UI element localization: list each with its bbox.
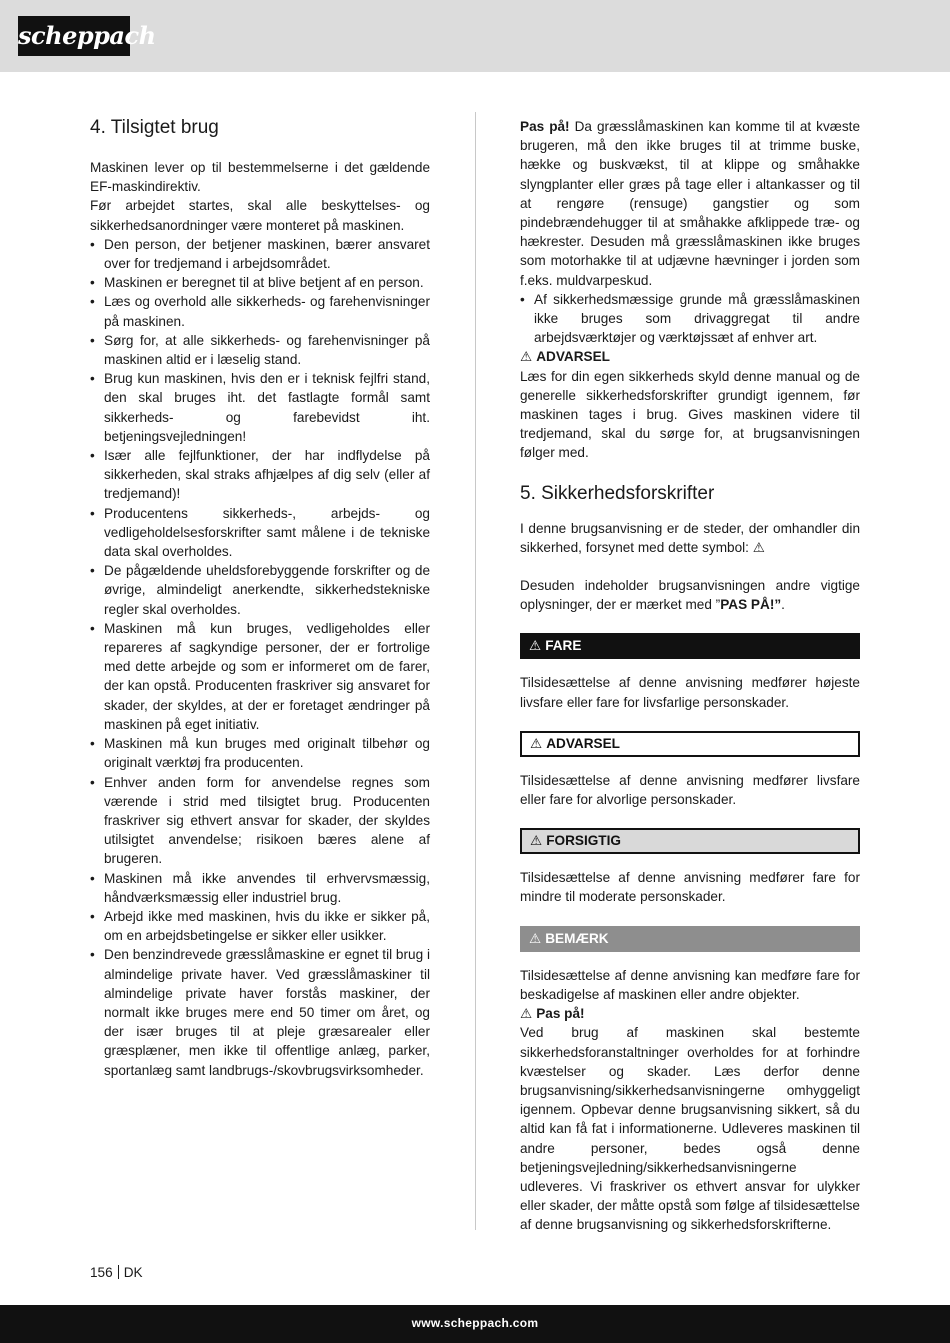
warning-box-text: Tilsidesættelse af denne anvisning medfører livsfare eller fare for alvorlige personskader. xyxy=(520,772,860,808)
column-divider xyxy=(475,112,476,1230)
warning-box-label: ADVARSEL xyxy=(546,735,620,751)
scheppach-logo: scheppach xyxy=(18,16,130,56)
notice-box-text: Tilsidesættelse af denne anvisning kan medføre fare for beskadigelse af maskinen eller andre objekter. xyxy=(520,967,860,1002)
caution-marker-paragraph xyxy=(520,576,860,614)
notice-box-label: BEMÆRK xyxy=(545,930,609,946)
warning-icon: ⚠ xyxy=(529,638,542,654)
page-number xyxy=(90,1264,143,1282)
danger-text: Tilsidesættelse af denne anvisning medfører højeste livsfare eller fare for livsfarlige personskader. xyxy=(520,675,860,710)
warning-heading xyxy=(520,347,860,366)
caution-label: Pas på! xyxy=(520,119,570,134)
list-item: • Især alle fejlfunktioner, der har indflydelse på sikkerheden, skal straks afhjælpes af dig selv (eller af tredjemand)! xyxy=(90,446,430,504)
list-item: • Brug kun maskinen, hvis den er i teknisk fejlfri stand, den skal bruges iht. det fastlagte formål samt sikkerheds- og farebevidst iht. betjeningsvejledningen! xyxy=(90,369,430,446)
right-column xyxy=(520,117,860,1235)
warning-icon: ⚠ xyxy=(530,833,543,849)
caution-text: Da græsslåmaskinen kan komme til at kvæste brugeren, må den ikke bruges til at trimme buske, hække og buskvækst, til at klippe og småhakke slyngplanter eller græs på tage eller i altankasser og til at rengøre (rensuge) gangstier og som pindebrændehugger til at småhakke afklippede træ- og hækrester. Desuden må græsslåmaskinen ikke bruges som motorhakke til at udjævne hævninger i jorden som f.eks. muldvarpeskud. xyxy=(520,119,860,288)
warning-heading-label: ADVARSEL xyxy=(536,349,610,365)
list-item: • Maskinen må kun bruges med originalt tilbehør og originalt værktøj fra producenten. xyxy=(90,734,430,772)
footer-bar xyxy=(0,1305,950,1343)
caution-list xyxy=(520,290,860,348)
left-column xyxy=(90,117,430,1080)
list-item: • Maskinen er beregnet til at blive betjent af en person. xyxy=(90,273,430,292)
intro-paragraph: Maskinen lever op til bestemmelserne i det gældende EF-maskindirektiv. xyxy=(90,160,430,195)
intended-use-list xyxy=(90,235,430,1080)
danger-box xyxy=(520,633,860,659)
list-item: • Sørg for, at alle sikkerheds- og farehenvisninger på maskinen altid er i læselig stand. xyxy=(90,331,430,369)
intro-paragraph-2: Før arbejdet startes, skal alle beskyttelses- og sikkerhedsanordninger være monteret på maskinen. xyxy=(90,198,430,233)
list-item: • Af sikkerhedsmæssige grunde må græsslåmaskinen ikke bruges som drivaggregat til andre arbejdsværktøjer og værktøjssæt af enhver art. xyxy=(520,290,860,348)
attention-paragraph: Ved brug af maskinen skal bestemte sikkerhedsforanstaltninger overholdes for at forhindre kvæstelser og skader. Læs derfor denne brugsanvisning/sikkerhedsanvisningerne omhyggeligt igennem. Opbevar denne brugsanvisning sikkert, så du altid kan få fat i informationerne. Udleveres maskinen til andre personer, bedes også denne betjeningsvejledning/sikkerhedsanvisningerne udleveres. Vi fraskriver os ethvert ansvar for ulykker eller skader, der måtte opstå som følge af tilsidesættelse af denne brugsanvisning og sikkerhedsforskrifterne. xyxy=(520,1025,860,1233)
caution-box-label: FORSIGTIG xyxy=(546,833,621,849)
safety-symbol-paragraph: I denne brugsanvisning er de steder, der omhandler din sikkerhed, forsynet med dette symbol: ⚠ xyxy=(520,520,860,555)
warning-icon: ⚠ xyxy=(529,930,542,946)
page-separator xyxy=(118,1265,119,1279)
attention-heading-label: Pas på! xyxy=(536,1006,585,1022)
caution-marker-pre: Desuden indeholder brugsanvisningen andre vigtige oplysninger, der er mærket med ” xyxy=(520,578,860,613)
list-item: • Den person, der betjener maskinen, bærer ansvaret over for tredjemand i arbejdsområdet. xyxy=(90,235,430,273)
caution-marker-bold: PAS PÅ!” xyxy=(720,597,782,613)
list-item: • Producentens sikkerheds-, arbejds- og vedligeholdelsesforskrifter samt målene i de tekniske data skal overholdes. xyxy=(90,504,430,562)
attention-heading xyxy=(520,1004,860,1023)
list-item: • Enhver anden form for anvendelse regnes som værende i strid med tilsigtet brug. Producenten fraskriver sig ethvert ansvar for skader, der skyldes utilsigtet anvendelse; risikoen bæres alene af brugeren. xyxy=(90,773,430,869)
language-code: DK xyxy=(123,1265,143,1280)
list-item: • Den benzindrevede græsslåmaskine er egnet til brug i almindelige private haver. Ved græsslåmaskiner til almindelige private haver forstås maskiner, der normalt ikke bruges mere end 50 timer om året, og der især bruges til at pleje græsarealer eller græsplæner, men ikke til offentlige anlæg, parker, sportanlæg samt landbrugs-/skovbrugsvirksomheder. xyxy=(90,945,430,1079)
header-bar xyxy=(0,0,950,72)
list-item: • Læs og overhold alle sikkerheds- og farehenvisninger på maskinen. xyxy=(90,292,430,330)
warning-icon: ⚠ xyxy=(530,735,543,751)
caution-paragraph xyxy=(520,117,860,290)
danger-label: FARE xyxy=(545,638,582,654)
list-item: • Arbejd ikke med maskinen, hvis du ikke er sikker på, om en arbejdsbetingelse er sikker eller usikker. xyxy=(90,907,430,945)
section-title-safety: 5. Sikkerhedsforskrifter xyxy=(520,482,715,504)
caution-marker-post: . xyxy=(781,597,785,613)
warning-paragraph: Læs for din egen sikkerheds skyld denne manual og de generelle sikkerhedsforskrifter grundigt igennem, før maskinen tages i brug. Gives maskinen videre til tredjemand, skal du sørge for, at brugsanvisningen følger med. xyxy=(520,368,860,461)
warning-icon: ⚠ xyxy=(520,349,533,365)
page-number-value: 156 xyxy=(90,1265,113,1280)
section-title-intended-use: 4. Tilsigtet brug xyxy=(90,117,219,138)
list-item: • Maskinen må kun bruges, vedligeholdes eller repareres af sagkyndige personer, der er fortrolige med dette arbejde og som er informeret om de farer, der kan opstå. Producenten fraskriver sig ansvaret for skader, der skyldes, at der er foretaget ændringer på maskinen på eget initiativ. xyxy=(90,619,430,734)
notice-box xyxy=(520,926,860,952)
list-item: • De pågældende uheldsforebyggende forskrifter og de øvrige, almindeligt anerkendte, sikkerhedstekniske regler skal overholdes. xyxy=(90,561,430,619)
warning-box xyxy=(520,731,860,757)
warning-icon: ⚠ xyxy=(520,1006,533,1022)
list-item: • Maskinen må ikke anvendes til erhvervsmæssig, håndværksmæssig eller industriel brug. xyxy=(90,869,430,907)
website-link[interactable]: www.scheppach.com xyxy=(411,1316,539,1330)
spacer xyxy=(520,557,860,576)
caution-box-text: Tilsidesættelse af denne anvisning medfører fare for mindre til moderate personskader. xyxy=(520,870,860,905)
caution-box xyxy=(520,828,860,854)
